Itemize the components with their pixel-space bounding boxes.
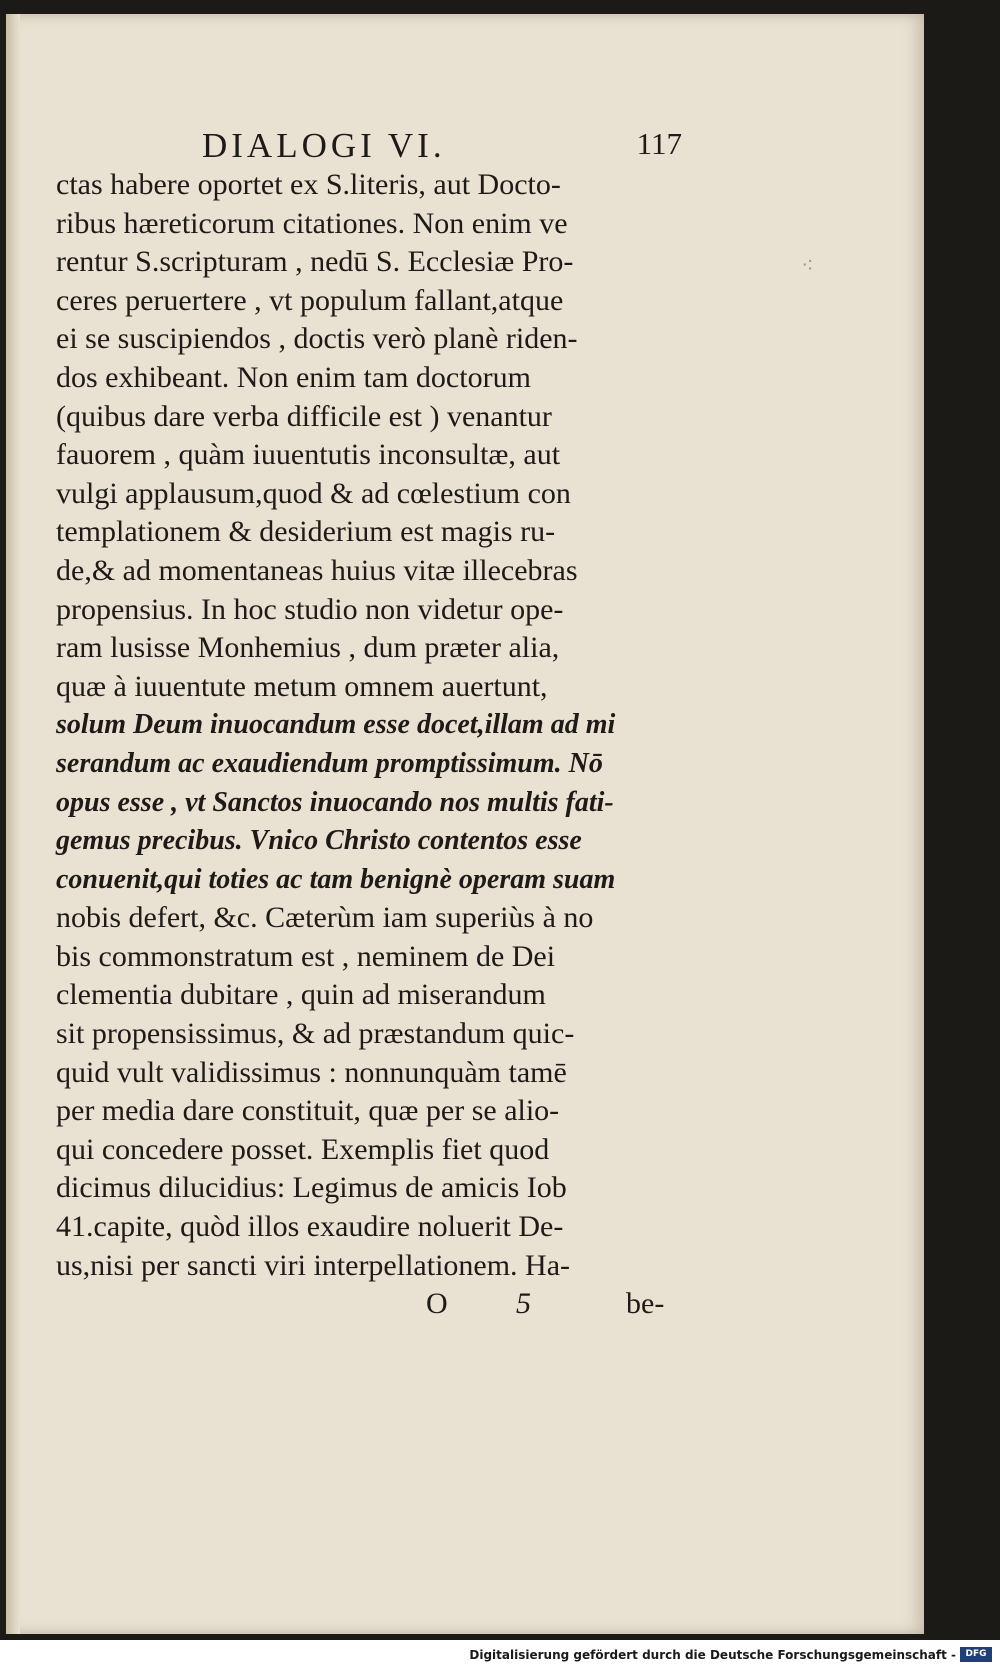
- text-line: us,nisi per sancti viri interpellationem. Ha-: [56, 1248, 571, 1282]
- text-line: ceres peruertere , vt populum fallant,atque: [56, 283, 564, 317]
- text-line: sit propensissimus, & ad præstandum quic-: [56, 1017, 575, 1051]
- text-line: templationem & desiderium est magis ru-: [56, 515, 556, 549]
- text-line: ei se suscipiendos , doctis verò planè riden-: [56, 322, 578, 356]
- text-line: ram lusisse Monhemius , dum præter alia,: [56, 631, 560, 665]
- signature-number: 5: [516, 1287, 531, 1321]
- text-line: bis commonstratum est , neminem de Dei: [56, 939, 556, 973]
- text-line: qui concedere posset. Exemplis fiet quod: [56, 1132, 550, 1166]
- text-line-italic: gemus precibus. Vnico Christo contentos esse: [56, 825, 582, 857]
- text-line: ctas habere oportet ex S.literis, aut Docto-: [56, 168, 561, 201]
- text-line: de,& ad momentaneas huius vitæ illecebras: [56, 553, 578, 587]
- text-line: clementia dubitare , quin ad miserandum: [56, 978, 546, 1012]
- page-header: [202, 126, 682, 170]
- text-line: propensius. In hoc studio non videtur ope-: [56, 592, 564, 626]
- text-line: 41.capite, quòd illos exaudire noluerit De-: [56, 1210, 564, 1244]
- catchword: be-: [626, 1287, 665, 1321]
- text-line: nobis defert, &c. Cæterùm iam superiùs à no: [56, 901, 594, 935]
- text-line: (quibus dare verba difficile est ) venantur: [56, 399, 552, 433]
- signature-mark: O: [426, 1287, 448, 1321]
- text-line-italic: conuenit,qui toties ac tam benignè operam suam: [56, 863, 616, 895]
- ink-stain-mark: ⁖: [801, 254, 814, 279]
- text-line: dicimus dilucidius: Legimus de amicis Iob: [56, 1171, 567, 1205]
- catchline: [56, 1285, 716, 1324]
- text-line: fauorem , quàm iuuentutis inconsultæ, aut: [56, 438, 561, 472]
- text-line: quid vult validissimus : nonnunquàm tamē: [56, 1055, 567, 1089]
- page-number: 117: [636, 126, 682, 161]
- text-line: rentur S.scripturam , nedū S. Ecclesiæ Pro-: [56, 245, 574, 279]
- running-title: DIALOGI VI.: [202, 126, 446, 165]
- text-line: per media dare constituit, quæ per se alio-: [56, 1094, 560, 1128]
- body-text: [56, 166, 716, 1324]
- book-page: [6, 14, 924, 1634]
- page-gutter-shadow: [6, 14, 20, 1634]
- dfg-logo: DFG: [960, 1647, 992, 1662]
- text-line-italic: opus esse , vt Sanctos inuocando nos multis fati-: [56, 786, 614, 818]
- text-line: ribus hæreticorum citationes. Non enim ve: [56, 206, 568, 240]
- text-line: vulgi applausum,quod & ad cœlestium con: [56, 476, 571, 510]
- digitization-credit: Digitalisierung gefördert durch die Deutsche Forschungsgemeinschaft -: [469, 1648, 956, 1662]
- footer-bar: [0, 1640, 1000, 1671]
- text-line: quæ à iuuentute metum omnem auertunt,: [56, 669, 548, 703]
- text-line: dos exhibeant. Non enim tam doctorum: [56, 360, 531, 394]
- text-line-italic: solum Deum inuocandum esse docet,illam ad mi: [56, 709, 616, 741]
- text-line-italic: serandum ac exaudiendum promptissimum. Nō: [56, 747, 603, 779]
